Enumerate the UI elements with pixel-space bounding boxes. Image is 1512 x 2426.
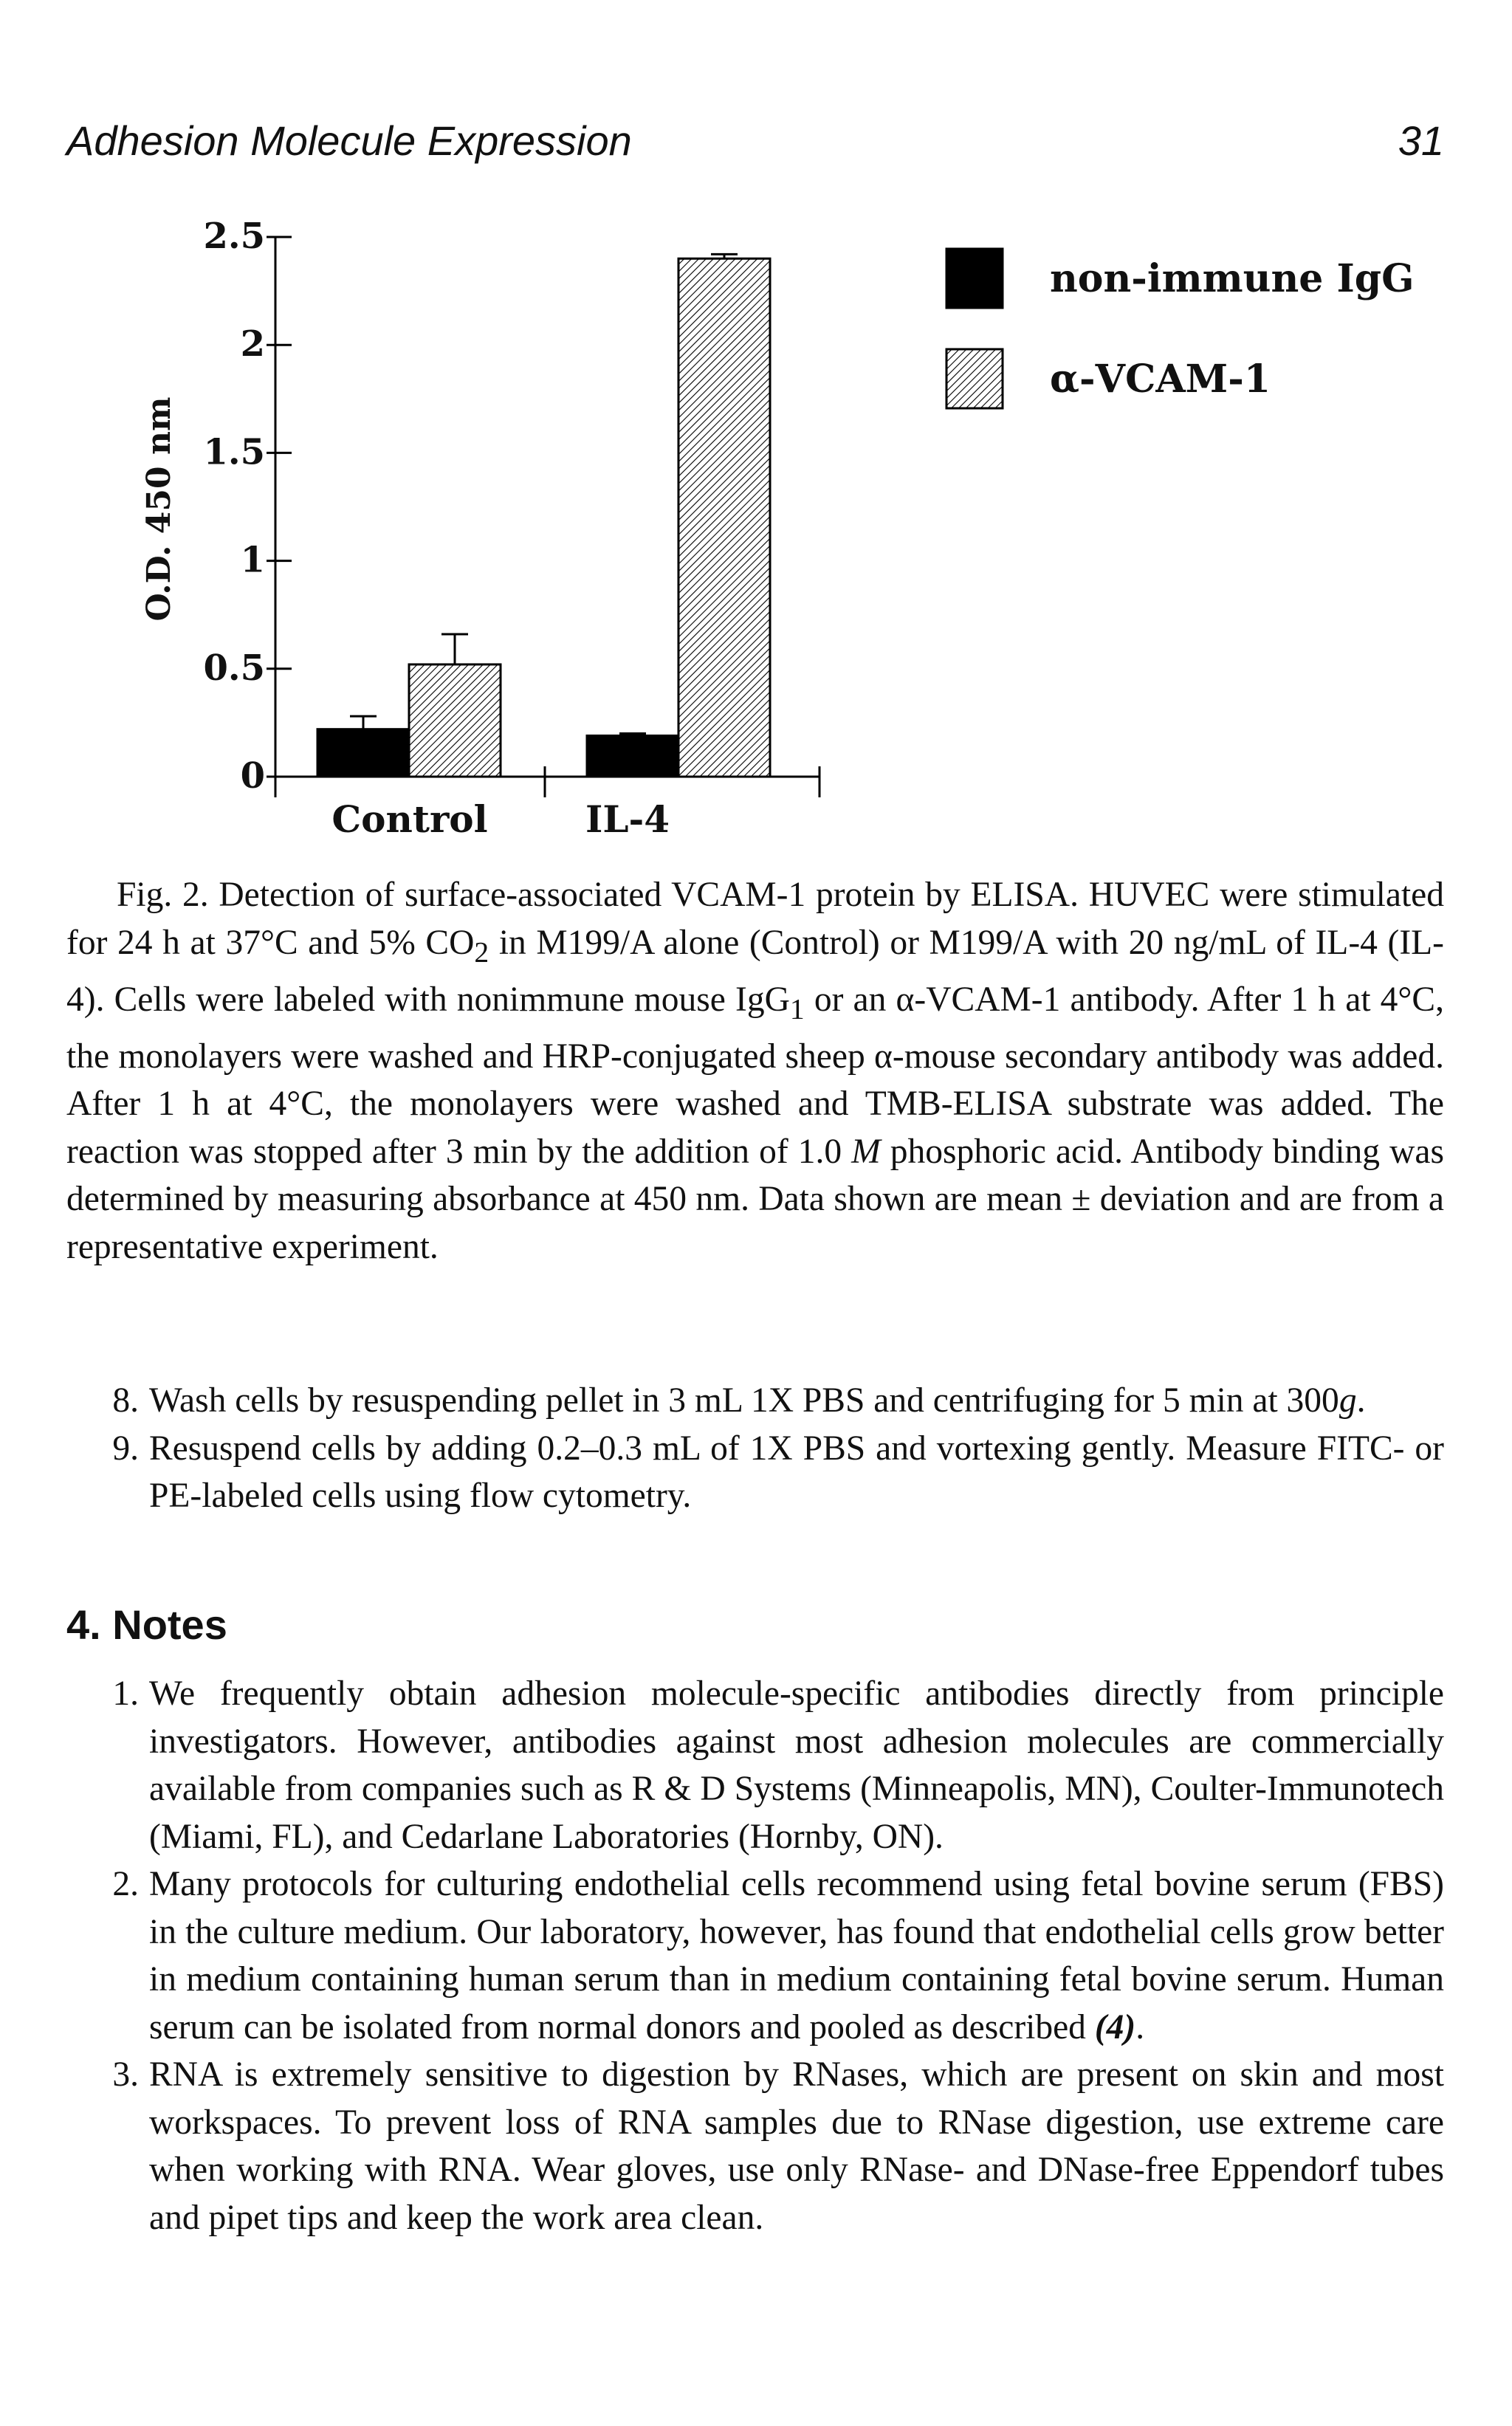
bar-alpha-vcam-1 bbox=[409, 664, 501, 777]
legend-label: non-immune IgG bbox=[1050, 256, 1415, 301]
note-number: 1. bbox=[112, 1674, 139, 1713]
note-text bbox=[149, 1860, 1444, 2051]
running-header bbox=[66, 111, 1444, 170]
y-tick-label: 0.5 bbox=[203, 647, 265, 689]
caption-text-part2: in M199/A alone (Control) or M199/A with 20 ng/mL of IL-4 (IL-4). Cells were labeled with nonimmune mouse IgG bbox=[66, 923, 1444, 1019]
y-tick-label: 0 bbox=[240, 755, 265, 797]
section-heading: 4. Notes bbox=[66, 1601, 227, 1648]
caption-text-part4: phosphoric acid. Antibody binding was determined by measuring absorbance at 450 nm. Data shown are mean ± deviation and are from a representative experiment. bbox=[66, 1132, 1444, 1266]
x-category-label: IL-4 bbox=[585, 797, 670, 841]
protocol-steps bbox=[66, 1377, 1444, 1520]
step-number: 8. bbox=[112, 1381, 139, 1420]
step-number: 9. bbox=[112, 1429, 139, 1468]
note-number: 2. bbox=[112, 1865, 139, 1903]
step-text-body: Wash cells by resuspending pellet in 3 mL 1X PBS and centrifuging for 5 min at 300 bbox=[149, 1381, 1339, 1420]
elisa-bar-chart bbox=[118, 203, 1418, 853]
x-category-label: Control bbox=[331, 797, 488, 841]
y-axis-title: O.D. 450 nm bbox=[140, 396, 178, 622]
list-item bbox=[66, 1377, 1444, 1425]
list-item bbox=[66, 1670, 1444, 1860]
note-reference: (4) bbox=[1094, 2007, 1136, 2047]
legend-swatch bbox=[946, 349, 1003, 408]
page-number: 31 bbox=[1398, 117, 1444, 164]
running-title: Adhesion Molecule Expression bbox=[66, 117, 632, 164]
bar-alpha-vcam-1 bbox=[678, 258, 770, 777]
step-text bbox=[149, 1377, 1444, 1425]
y-tick-label: 1 bbox=[240, 539, 265, 581]
list-item bbox=[66, 1425, 1444, 1520]
step-text: Resuspend cells by adding 0.2–0.3 mL of 1X PBS and vortexing gently. Measure FITC- or PE-labeled cells using flow cytometry. bbox=[149, 1429, 1444, 1515]
y-tick-label: 1.5 bbox=[203, 431, 265, 473]
note-number: 3. bbox=[112, 2055, 139, 2094]
caption-co2-subscript: 2 bbox=[474, 935, 489, 968]
legend-label: α-VCAM-1 bbox=[1050, 357, 1271, 402]
figure-caption bbox=[66, 871, 1444, 1271]
y-tick-label: 2 bbox=[240, 323, 265, 365]
notes-list bbox=[66, 1670, 1444, 2241]
caption-molar-unit: M bbox=[851, 1132, 881, 1171]
legend-swatch bbox=[946, 249, 1003, 308]
bar-non-immune-igg bbox=[317, 729, 409, 777]
caption-label: Fig. 2. bbox=[117, 876, 209, 914]
bar-non-immune-igg bbox=[587, 735, 678, 777]
caption-text-part3: or an α-VCAM-1 antibody. After 1 h at 4°C, the monolayers were washed and HRP-conjugated sheep α-mouse secondary antibody was added. After 1 h at 4°C, the monolayers were washed and TMB-ELISA substrate was added. The reaction was stopped after 3 min by the addition of 1.0 bbox=[66, 980, 1444, 1171]
note-text: We frequently obtain adhesion molecule-specific antibodies directly from principle investigators. However, antibodies against most adhesion molecules are commercially available from companies such as R & D Systems (Minneapolis, MN), Coulter-Immunotech (Miami, FL), and Cedarlane Laboratories (Hornby, ON). bbox=[149, 1674, 1444, 1856]
caption-text-part1: Detection of surface-associated VCAM-1 protein by ELISA. HUVEC were stimulated for 24 h at 37°C and 5% CO bbox=[66, 876, 1444, 962]
list-item bbox=[66, 1860, 1444, 2051]
caption-igg-subscript: 1 bbox=[789, 992, 805, 1025]
step-gravity-unit: g bbox=[1339, 1381, 1357, 1420]
y-tick-label: 2.5 bbox=[203, 216, 265, 257]
step-text-end: . bbox=[1356, 1381, 1366, 1420]
list-item bbox=[66, 2051, 1444, 2241]
note-text-body: Many protocols for culturing endothelial cells recommend using fetal bovine serum (FBS) in the culture medium. Our laboratory, however, has found that endothelial cells grow better in medium containing human serum than in medium containing fetal bovine serum. Human serum can be isolated from normal donors and pooled as described bbox=[149, 1865, 1444, 2047]
note-text: RNA is extremely sensitive to digestion by RNases, which are present on skin and most workspaces. To prevent loss of RNA samples due to RNase digestion, use extreme care when working with RNA. Wear gloves, use only RNase- and DNase-free Eppendorf tubes and pipet tips and keep the work area clean. bbox=[149, 2055, 1444, 2237]
note-text-end: . bbox=[1135, 2007, 1145, 2047]
